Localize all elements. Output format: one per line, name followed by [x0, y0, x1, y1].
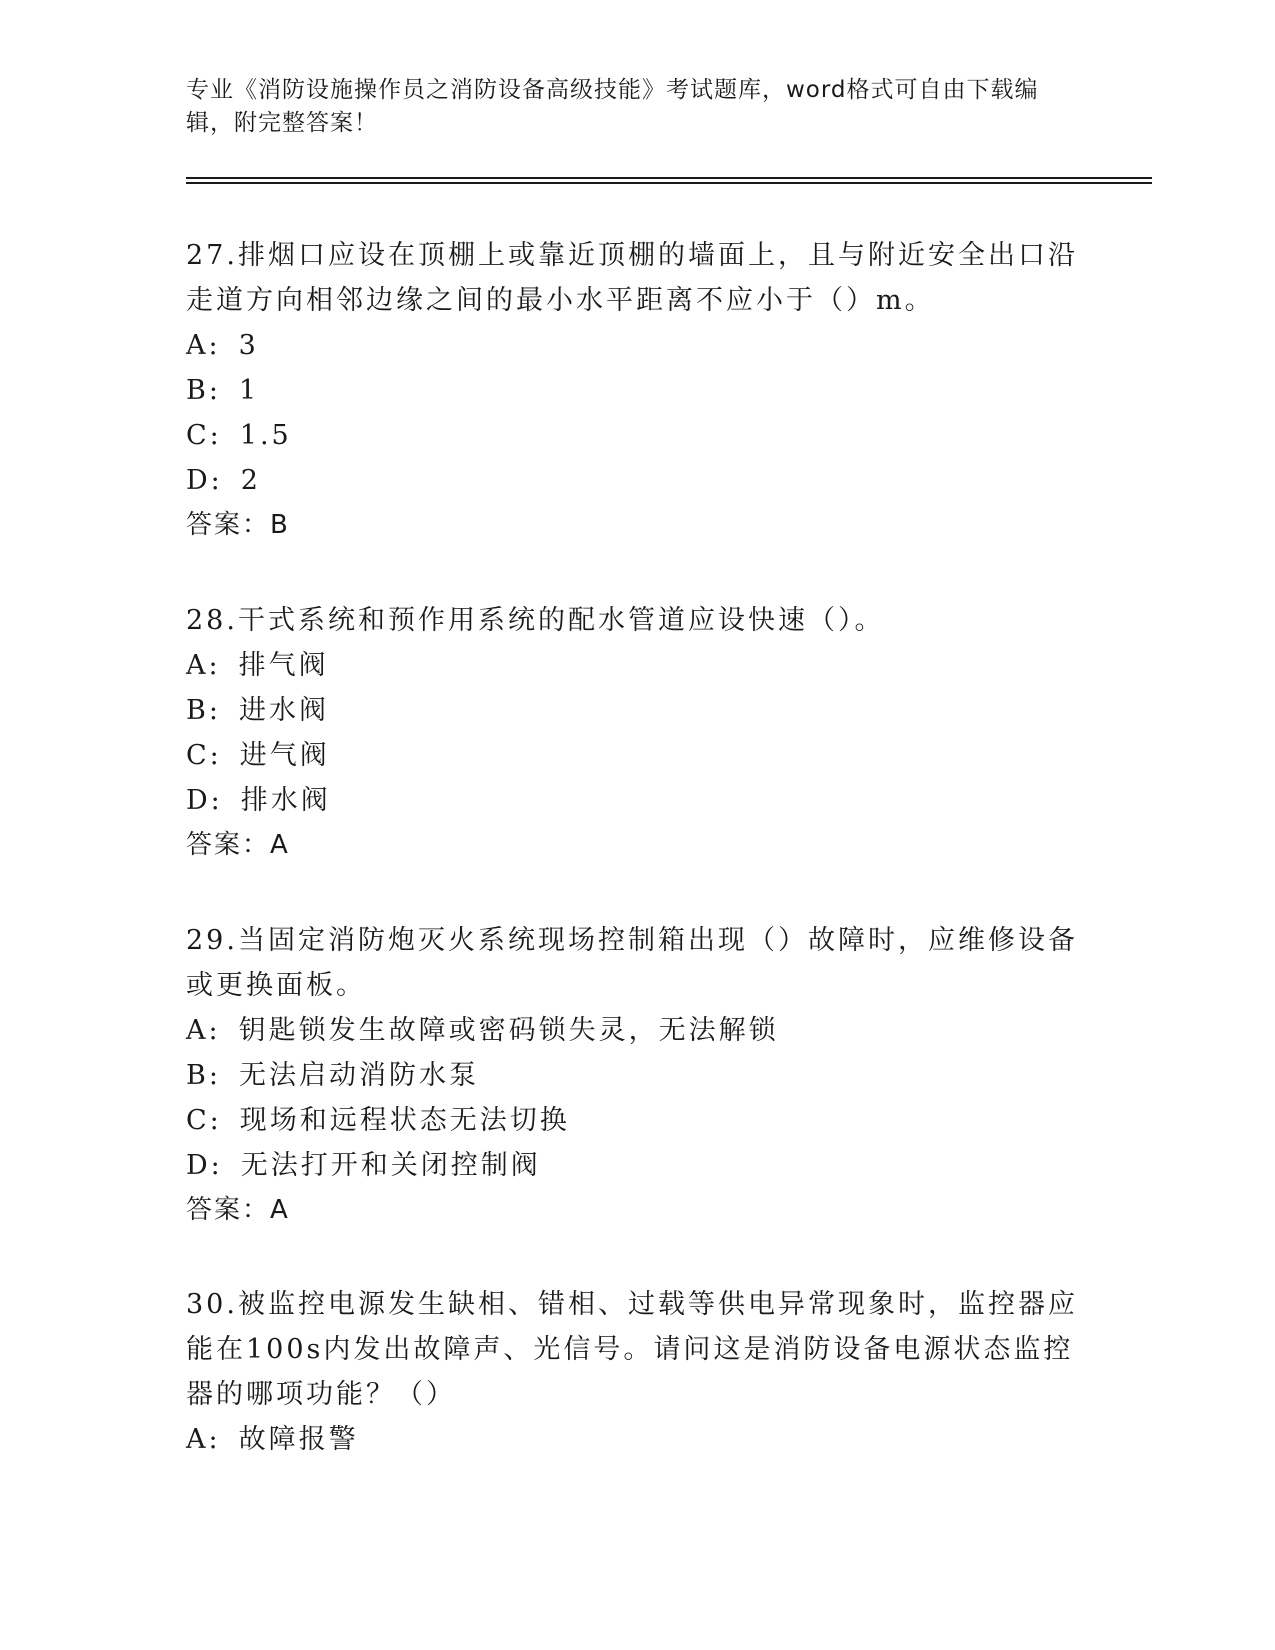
question-27	[186, 233, 1086, 548]
header-divider-top	[186, 177, 1152, 179]
option-letter: B:	[186, 375, 221, 406]
answer-line: 答案：A	[186, 830, 290, 860]
option-letter: C:	[186, 1105, 222, 1136]
option-text: 2	[240, 465, 261, 496]
option-text: 1	[238, 375, 260, 406]
option-c	[186, 733, 1086, 778]
option-text: 排气阀	[238, 650, 329, 681]
option-letter: A:	[186, 1015, 221, 1046]
option-text: 现场和远程状态无法切换	[239, 1105, 570, 1136]
question-text: 27.排烟口应设在顶棚上或靠近顶棚的墙面上，且与附近安全出口沿走道方向相邻边缘之间的最小水平距离不应小于（）m。	[186, 240, 1078, 316]
option-letter: D:	[186, 1150, 223, 1181]
option-b	[186, 1053, 1086, 1098]
option-a	[186, 643, 1086, 688]
option-letter: C:	[186, 420, 222, 451]
option-c	[186, 413, 1086, 458]
option-text: 排水阀	[240, 785, 331, 816]
option-letter: A:	[186, 650, 221, 681]
option-d	[186, 778, 1086, 823]
option-letter: A:	[186, 330, 221, 361]
option-letter: B:	[186, 1060, 221, 1091]
question-text: 29.当固定消防炮灭火系统现场控制箱出现（）故障时，应维修设备或更换面板。	[186, 925, 1078, 1001]
option-letter: A:	[186, 1424, 221, 1455]
option-text: 钥匙锁发生故障或密码锁失灵，无法解锁	[238, 1015, 779, 1046]
option-d	[186, 1143, 1086, 1188]
option-a	[186, 323, 1086, 368]
option-letter: B:	[186, 695, 221, 726]
option-text: 故障报警	[238, 1424, 359, 1455]
option-text: 进气阀	[239, 740, 330, 771]
option-text: 进水阀	[238, 695, 329, 726]
option-b	[186, 688, 1086, 733]
answer-line: 答案：A	[186, 1195, 290, 1225]
option-text: 3	[238, 330, 259, 361]
option-a	[186, 1417, 1086, 1462]
option-letter: C:	[186, 740, 222, 771]
option-letter: D:	[186, 465, 223, 496]
question-29	[186, 918, 1086, 1233]
question-28	[186, 598, 1086, 868]
option-text: 无法打开和关闭控制阀	[240, 1150, 541, 1181]
header-divider-bottom	[186, 182, 1152, 184]
option-b	[186, 368, 1086, 413]
option-letter: D:	[186, 785, 223, 816]
document-header: 专业《消防设施操作员之消防设备高级技能》考试题库，word格式可自由下载编辑，附完整答案！	[186, 77, 1039, 136]
option-d	[186, 458, 1086, 503]
option-c	[186, 1098, 1086, 1143]
option-text: 1.5	[239, 420, 292, 451]
question-text: 30.被监控电源发生缺相、错相、过载等供电异常现象时，监控器应能在100s内发出故障声、光信号。请问这是消防设备电源状态监控器的哪项功能？（）	[186, 1289, 1078, 1410]
answer-line: 答案：B	[186, 510, 290, 540]
question-30	[186, 1282, 1086, 1462]
option-a	[186, 1008, 1086, 1053]
question-text: 28.干式系统和预作用系统的配水管道应设快速（）。	[186, 605, 885, 636]
option-text: 无法启动消防水泵	[238, 1060, 479, 1091]
